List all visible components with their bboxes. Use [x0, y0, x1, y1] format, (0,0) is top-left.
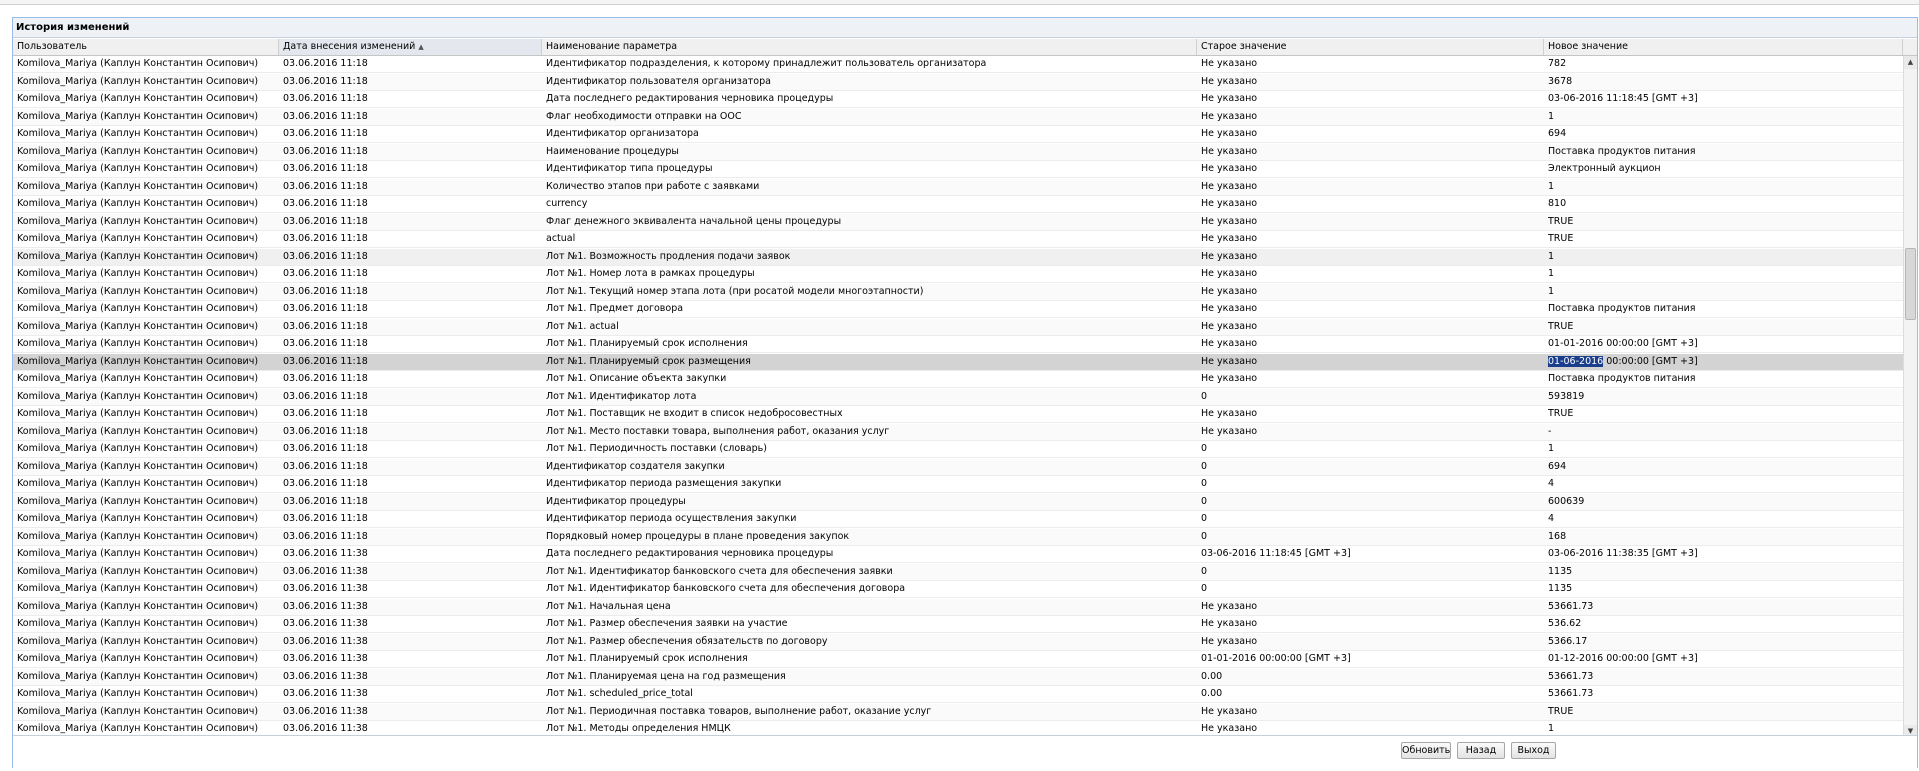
cell-value-rest: 00:00:00 [GMT +3]	[1603, 355, 1698, 367]
cell-date: 03.06.2016 11:18	[283, 180, 368, 192]
cell-parameter: Флаг денежного эквивалента начальной цены процедуры	[546, 215, 842, 227]
cell-user: Komilova_Mariya (Каплун Константин Осипович)	[17, 513, 259, 524]
cell-parameter: Дата последнего редактирования черновика процедуры	[546, 93, 834, 104]
cell-user: Komilova_Mariya (Каплун Константин Осипович)	[17, 215, 259, 227]
cell-date: 03.06.2016 11:18	[283, 425, 368, 437]
cell-old-value: Не указано	[1201, 373, 1258, 384]
cell-date: 03.06.2016 11:38	[283, 688, 368, 699]
cell-parameter: Порядковый номер процедуры в плане проведения закупок	[546, 530, 850, 542]
cell-date: 03.06.2016 11:38	[283, 583, 368, 594]
back-button[interactable]: Назад	[1457, 742, 1505, 759]
cell-parameter: Лот №1. Возможность продления подачи заявок	[546, 250, 791, 262]
cell-old-value: Не указано	[1201, 320, 1258, 332]
cell-user: Komilova_Mariya (Каплун Константин Осипович)	[17, 443, 259, 454]
table-row[interactable]	[13, 686, 1903, 703]
table-row[interactable]	[13, 371, 1903, 388]
cell-date: 03.06.2016 11:18	[283, 320, 368, 332]
cell-new-value: 1	[1548, 110, 1555, 122]
cell-parameter: Идентификатор создателя закупки	[546, 460, 725, 472]
cell-date: 03.06.2016 11:18	[283, 250, 368, 262]
cell-user: Komilova_Mariya (Каплун Константин Осипович)	[17, 128, 259, 139]
cell-old-value: Не указано	[1201, 145, 1258, 157]
cell-old-value: Не указано	[1201, 215, 1258, 227]
cell-new-value: 593819	[1548, 390, 1585, 402]
column-header-old-value[interactable]: Старое значение	[1197, 39, 1544, 55]
cell-old-value: Не указано	[1201, 408, 1258, 419]
table-row[interactable]	[13, 599, 1903, 616]
cell-user: Komilova_Mariya (Каплун Константин Осипович)	[17, 530, 259, 542]
table-row[interactable]	[13, 529, 1903, 546]
cell-old-value: 0	[1201, 513, 1208, 524]
table-row[interactable]	[13, 476, 1903, 493]
table-row[interactable]	[13, 56, 1903, 73]
cell-parameter: Лот №1. Предмет договора	[546, 303, 684, 314]
cell-date: 03.06.2016 11:18	[283, 373, 368, 384]
cell-user: Komilova_Mariya (Каплун Константин Осипович)	[17, 250, 259, 262]
vertical-scrollbar[interactable]	[1903, 56, 1917, 738]
grid-header	[13, 39, 1917, 56]
cell-user: Komilova_Mariya (Каплун Константин Осипович)	[17, 618, 259, 629]
cell-user: Komilova_Mariya (Каплун Константин Осипович)	[17, 373, 259, 384]
cell-parameter: Лот №1. Место поставки товара, выполнения работ, оказания услуг	[546, 425, 890, 437]
cell-user: Komilova_Mariya (Каплун Константин Осипович)	[17, 355, 259, 367]
table-row[interactable]	[13, 564, 1903, 581]
window-top-strip	[0, 0, 1919, 5]
cell-new-value: TRUE	[1548, 320, 1574, 332]
cell-new-value: 01-01-2016 00:00:00 [GMT +3]	[1548, 338, 1698, 349]
cell-date: 03.06.2016 11:18	[283, 530, 368, 542]
cell-user: Komilova_Mariya (Каплун Константин Осипович)	[17, 723, 259, 734]
cell-new-value: 03-06-2016 11:38:35 [GMT +3]	[1548, 548, 1698, 559]
cell-date: 03.06.2016 11:18	[283, 145, 368, 157]
cell-parameter: Лот №1. Идентификатор банковского счета для обеспечения договора	[546, 583, 906, 594]
cell-new-value: 168	[1548, 530, 1567, 542]
cell-parameter: Идентификатор процедуры	[546, 495, 686, 507]
cell-old-value: Не указано	[1201, 93, 1258, 104]
cell-old-value: Не указано	[1201, 723, 1258, 734]
cell-date: 03.06.2016 11:18	[283, 443, 368, 454]
cell-date: 03.06.2016 11:18	[283, 215, 368, 227]
cell-parameter: Лот №1. Поставщик не входит в список недобросовестных	[546, 408, 843, 419]
cell-old-value: Не указано	[1201, 128, 1258, 139]
cell-user: Komilova_Mariya (Каплун Константин Осипович)	[17, 635, 259, 647]
table-row[interactable]	[13, 546, 1903, 563]
refresh-button[interactable]: Обновить	[1401, 742, 1451, 759]
cell-user: Komilova_Mariya (Каплун Константин Осипович)	[17, 478, 259, 489]
cell-old-value: 0	[1201, 565, 1208, 577]
cell-old-value: Не указано	[1201, 250, 1258, 262]
cell-parameter: Идентификатор типа процедуры	[546, 163, 713, 174]
cell-old-value: 0	[1201, 530, 1208, 542]
cell-old-value: Не указано	[1201, 268, 1258, 279]
cell-new-value: TRUE	[1548, 705, 1574, 717]
table-row[interactable]	[13, 196, 1903, 213]
cell-old-value: Не указано	[1201, 705, 1258, 717]
cell-parameter: Идентификатор пользователя организатора	[546, 75, 771, 87]
cell-user: Komilova_Mariya (Каплун Константин Осипович)	[17, 705, 259, 717]
table-row[interactable]	[13, 144, 1903, 161]
panel-title: История изменений	[13, 18, 1917, 38]
cell-date: 03.06.2016 11:18	[283, 198, 368, 209]
cell-new-value: -	[1548, 425, 1552, 437]
cell-new-value: 1	[1548, 180, 1555, 192]
cell-new-value: 1	[1548, 443, 1555, 454]
cell-date: 03.06.2016 11:18	[283, 75, 368, 87]
cell-parameter: Лот №1. Текущий номер этапа лота (при росатой модели многоэтапности)	[546, 285, 924, 297]
cell-new-value: 53661.73	[1548, 600, 1594, 612]
scrollbar-thumb[interactable]	[1905, 248, 1916, 320]
cell-date: 03.06.2016 11:18	[283, 268, 368, 279]
table-row[interactable]	[13, 179, 1903, 196]
table-row[interactable]	[13, 319, 1903, 336]
cell-parameter: Идентификатор подразделения, к которому принадлежит пользователь организатора	[546, 58, 987, 69]
table-row[interactable]	[13, 616, 1903, 633]
table-row[interactable]	[13, 704, 1903, 721]
cell-user: Komilova_Mariya (Каплун Константин Осипович)	[17, 268, 259, 279]
scroll-up-arrow-icon[interactable]: ▲	[1904, 56, 1917, 69]
scroll-down-arrow-icon[interactable]: ▼	[1904, 725, 1917, 738]
cell-old-value: 0	[1201, 583, 1208, 594]
cell-user: Komilova_Mariya (Каплун Константин Осипович)	[17, 390, 259, 402]
cell-user: Komilova_Mariya (Каплун Константин Осипович)	[17, 110, 259, 122]
cell-parameter: actual	[546, 233, 576, 244]
cell-new-value: 694	[1548, 460, 1567, 472]
cell-old-value: 01-01-2016 00:00:00 [GMT +3]	[1201, 653, 1351, 664]
cell-user: Komilova_Mariya (Каплун Константин Осипович)	[17, 75, 259, 87]
cell-user: Komilova_Mariya (Каплун Константин Осипович)	[17, 198, 259, 209]
cell-old-value: 0	[1201, 443, 1208, 454]
exit-button[interactable]: Выход	[1511, 742, 1556, 759]
cell-user: Komilova_Mariya (Каплун Константин Осипович)	[17, 145, 259, 157]
cell-parameter: Лот №1. Размер обеспечения обязательств по договору	[546, 635, 828, 647]
table-row[interactable]	[13, 126, 1903, 143]
table-row[interactable]	[13, 91, 1903, 108]
cell-parameter: Лот №1. Размер обеспечения заявки на участие	[546, 618, 788, 629]
cell-date: 03.06.2016 11:18	[283, 495, 368, 507]
cell-date: 03.06.2016 11:38	[283, 618, 368, 629]
cell-user: Komilova_Mariya (Каплун Константин Осипович)	[17, 285, 259, 297]
cell-user: Komilova_Mariya (Каплун Константин Осипович)	[17, 320, 259, 332]
table-row[interactable]	[13, 354, 1903, 371]
table-row[interactable]	[13, 406, 1903, 423]
cell-new-value: TRUE	[1548, 408, 1574, 419]
cell-date: 03.06.2016 11:18	[283, 478, 368, 489]
cell-parameter: Наименование процедуры	[546, 145, 679, 157]
cell-date: 03.06.2016 11:18	[283, 128, 368, 139]
cell-date: 03.06.2016 11:18	[283, 93, 368, 104]
cell-date: 03.06.2016 11:38	[283, 565, 368, 577]
cell-date: 03.06.2016 11:18	[283, 355, 368, 367]
cell-old-value: Не указано	[1201, 355, 1258, 367]
cell-user: Komilova_Mariya (Каплун Константин Осипович)	[17, 425, 259, 437]
cell-old-value: 0	[1201, 390, 1208, 402]
cell-date: 03.06.2016 11:38	[283, 600, 368, 612]
cell-date: 03.06.2016 11:18	[283, 408, 368, 419]
cell-new-value: 4	[1548, 478, 1555, 489]
cell-parameter: Лот №1. Периодичность поставки (словарь)	[546, 443, 767, 454]
cell-user: Komilova_Mariya (Каплун Константин Осипович)	[17, 565, 259, 577]
table-row[interactable]	[13, 424, 1903, 441]
cell-parameter: Лот №1. Планируемая цена на год размещения	[546, 670, 786, 682]
cell-user: Komilova_Mariya (Каплун Константин Осипович)	[17, 688, 259, 699]
cell-new-value: 3678	[1548, 75, 1573, 87]
cell-date: 03.06.2016 11:18	[283, 233, 368, 244]
cell-parameter: Идентификатор периода осуществления закупки	[546, 513, 797, 524]
cell-new-value: Поставка продуктов питания	[1548, 303, 1696, 314]
cell-user: Komilova_Mariya (Каплун Константин Осипович)	[17, 338, 259, 349]
cell-user: Komilova_Mariya (Каплун Константин Осипович)	[17, 548, 259, 559]
table-row[interactable]	[13, 669, 1903, 686]
cell-user: Komilova_Mariya (Каплун Константин Осипович)	[17, 163, 259, 174]
cell-date: 03.06.2016 11:18	[283, 513, 368, 524]
cell-parameter: Лот №1. Планируемый срок исполнения	[546, 653, 748, 664]
grid-body	[13, 56, 1903, 738]
cell-old-value: Не указано	[1201, 285, 1258, 297]
cell-new-value: 53661.73	[1548, 670, 1594, 682]
cell-date: 03.06.2016 11:38	[283, 635, 368, 647]
table-row[interactable]	[13, 231, 1903, 248]
cell-new-value: 782	[1548, 58, 1567, 69]
table-row[interactable]	[13, 214, 1903, 231]
cell-new-value: TRUE	[1548, 233, 1574, 244]
cell-user: Komilova_Mariya (Каплун Константин Осипович)	[17, 180, 259, 192]
cell-old-value: Не указано	[1201, 163, 1258, 174]
cell-parameter: Лот №1. actual	[546, 320, 619, 332]
cell-parameter: Лот №1. Планируемый срок исполнения	[546, 338, 748, 349]
table-row[interactable]	[13, 511, 1903, 528]
cell-old-value: 0.00	[1201, 688, 1223, 699]
table-row[interactable]	[13, 389, 1903, 406]
cell-date: 03.06.2016 11:38	[283, 653, 368, 664]
cell-parameter: Идентификатор периода размещения закупки	[546, 478, 782, 489]
cell-user: Komilova_Mariya (Каплун Константин Осипович)	[17, 460, 259, 472]
cell-old-value: 03-06-2016 11:18:45 [GMT +3]	[1201, 548, 1351, 559]
cell-new-value: TRUE	[1548, 215, 1574, 227]
cell-new-value: 810	[1548, 198, 1567, 209]
cell-old-value: Не указано	[1201, 600, 1258, 612]
cell-date: 03.06.2016 11:38	[283, 723, 368, 734]
cell-new-value: Электронный аукцион	[1548, 163, 1661, 174]
cell-parameter: Лот №1. Методы определения НМЦК	[546, 723, 731, 734]
cell-old-value: Не указано	[1201, 75, 1258, 87]
cell-old-value: 0	[1201, 460, 1208, 472]
selected-text-highlight: 01-06-2016	[1548, 355, 1604, 367]
table-row[interactable]	[13, 651, 1903, 668]
cell-user: Komilova_Mariya (Каплун Константин Осипович)	[17, 303, 259, 314]
cell-old-value: Не указано	[1201, 425, 1258, 437]
column-header-user[interactable]: Пользователь	[13, 39, 279, 55]
cell-old-value: Не указано	[1201, 618, 1258, 629]
column-header-parameter[interactable]: Наименование параметра	[542, 39, 1197, 55]
cell-old-value: Не указано	[1201, 180, 1258, 192]
cell-new-value: 1	[1548, 723, 1555, 734]
cell-parameter: Лот №1. Описание объекта закупки	[546, 373, 727, 384]
table-row[interactable]	[13, 441, 1903, 458]
cell-user: Komilova_Mariya (Каплун Константин Осипович)	[17, 233, 259, 244]
cell-user: Komilova_Mariya (Каплун Константин Осипович)	[17, 93, 259, 104]
cell-date: 03.06.2016 11:18	[283, 460, 368, 472]
table-row[interactable]	[13, 336, 1903, 353]
cell-old-value: Не указано	[1201, 635, 1258, 647]
cell-new-value: 01-12-2016 00:00:00 [GMT +3]	[1548, 653, 1698, 664]
column-header-date[interactable]: Дата внесения изменений ▲	[279, 39, 542, 55]
table-row[interactable]	[13, 459, 1903, 476]
cell-new-value: 4	[1548, 513, 1555, 524]
cell-date: 03.06.2016 11:38	[283, 670, 368, 682]
cell-date: 03.06.2016 11:18	[283, 338, 368, 349]
cell-parameter: Лот №1. Планируемый срок размещения	[546, 355, 751, 367]
cell-new-value: Поставка продуктов питания	[1548, 373, 1696, 384]
cell-new-value: 694	[1548, 128, 1567, 139]
cell-new-value: 53661.73	[1548, 688, 1594, 699]
cell-old-value: Не указано	[1201, 110, 1258, 122]
table-row[interactable]	[13, 284, 1903, 301]
cell-date: 03.06.2016 11:18	[283, 58, 368, 69]
change-history-panel	[12, 17, 1918, 768]
sort-ascending-icon: ▲	[418, 43, 424, 51]
cell-user: Komilova_Mariya (Каплун Константин Осипович)	[17, 58, 259, 69]
table-row[interactable]	[13, 74, 1903, 91]
cell-new-value: Поставка продуктов питания	[1548, 145, 1696, 157]
cell-parameter: currency	[546, 198, 588, 209]
cell-old-value: 0	[1201, 495, 1208, 507]
cell-parameter: Дата последнего редактирования черновика процедуры	[546, 548, 834, 559]
table-row[interactable]	[13, 634, 1903, 651]
cell-date: 03.06.2016 11:18	[283, 390, 368, 402]
cell-new-value: 1	[1548, 285, 1555, 297]
table-row[interactable]	[13, 109, 1903, 126]
cell-old-value: Не указано	[1201, 58, 1258, 69]
history-grid	[13, 39, 1917, 755]
cell-parameter: Лот №1. Начальная цена	[546, 600, 671, 612]
cell-old-value: 0	[1201, 478, 1208, 489]
cell-parameter: Лот №1. scheduled_price_total	[546, 688, 693, 699]
cell-new-value: 1	[1548, 250, 1555, 262]
cell-old-value: Не указано	[1201, 338, 1258, 349]
button-bar	[13, 735, 1917, 768]
cell-date: 03.06.2016 11:38	[283, 548, 368, 559]
cell-new-value: 1135	[1548, 565, 1573, 577]
cell-new-value: 600639	[1548, 495, 1585, 507]
table-row[interactable]	[13, 581, 1903, 598]
table-row[interactable]	[13, 161, 1903, 178]
table-row[interactable]	[13, 249, 1903, 266]
table-row[interactable]	[13, 266, 1903, 283]
cell-user: Komilova_Mariya (Каплун Константин Осипович)	[17, 495, 259, 507]
cell-date: 03.06.2016 11:18	[283, 163, 368, 174]
table-row[interactable]	[13, 301, 1903, 318]
cell-user: Komilova_Mariya (Каплун Константин Осипович)	[17, 408, 259, 419]
cell-parameter: Лот №1. Идентификатор лота	[546, 390, 697, 402]
cell-new-value: 536.62	[1548, 618, 1582, 629]
cell-user: Komilova_Mariya (Каплун Константин Осипович)	[17, 600, 259, 612]
cell-old-value: Не указано	[1201, 303, 1258, 314]
cell-user: Komilova_Mariya (Каплун Константин Осипович)	[17, 583, 259, 594]
table-row[interactable]	[13, 494, 1903, 511]
cell-parameter: Лот №1. Номер лота в рамках процедуры	[546, 268, 755, 279]
cell-parameter: Количество этапов при работе с заявками	[546, 180, 760, 192]
cell-old-value: 0.00	[1201, 670, 1223, 682]
cell-parameter: Идентификатор организатора	[546, 128, 699, 139]
column-header-new-value[interactable]: Новое значение	[1544, 39, 1903, 55]
cell-user: Komilova_Mariya (Каплун Константин Осипович)	[17, 670, 259, 682]
cell-date: 03.06.2016 11:38	[283, 705, 368, 717]
cell-parameter: Флаг необходимости отправки на ООС	[546, 110, 742, 122]
cell-new-value: 1	[1548, 268, 1555, 279]
cell-date: 03.06.2016 11:18	[283, 110, 368, 122]
cell-new-value: 5366.17	[1548, 635, 1588, 647]
cell-parameter: Лот №1. Идентификатор банковского счета для обеспечения заявки	[546, 565, 893, 577]
cell-user: Komilova_Mariya (Каплун Константин Осипович)	[17, 653, 259, 664]
cell-date: 03.06.2016 11:18	[283, 303, 368, 314]
cell-old-value: Не указано	[1201, 233, 1258, 244]
cell-parameter: Лот №1. Периодичная поставка товаров, выполнение работ, оказание услуг	[546, 705, 932, 717]
cell-new-value	[1544, 354, 1903, 370]
cell-date: 03.06.2016 11:18	[283, 285, 368, 297]
cell-new-value: 1135	[1548, 583, 1573, 594]
cell-old-value: Не указано	[1201, 198, 1258, 209]
cell-new-value: 03-06-2016 11:18:45 [GMT +3]	[1548, 93, 1698, 104]
